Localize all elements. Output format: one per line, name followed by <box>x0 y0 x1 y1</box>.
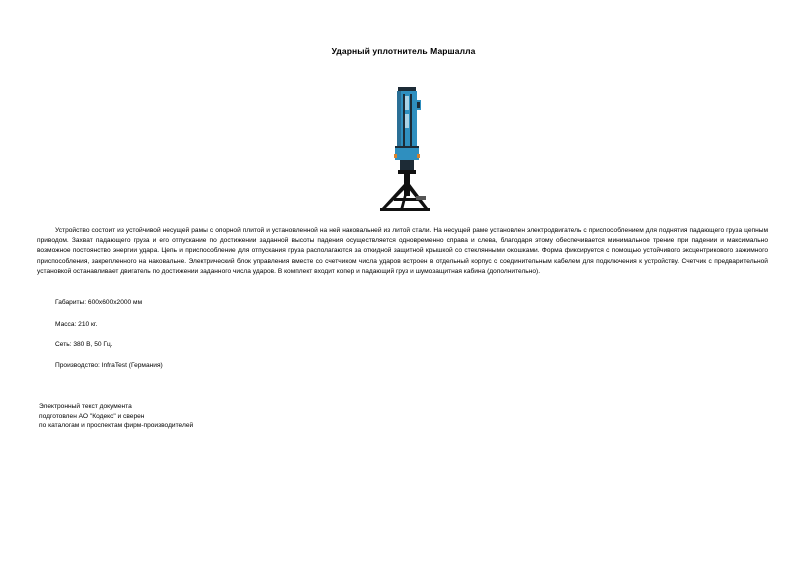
spec-mass: Масса: 210 кг. <box>55 321 98 328</box>
description-paragraph: Устройство состоит из устойчивой несущей рамы с опорной плитой и установленной на ней наковальней из литой стали. На несущей раме установлен электродвигатель с приспособлением для поднятия падающего груза цепным приводом. Захват падающего груза и его отпускание по достижении заданной высоты падения осуществляется одновременно справа и слева, благодаря этому обеспечивается минимальное трение при падении и максимально возможное постоянство энергии удара. Цепь и приспособление для отпускания груза располагаются за откидной защитной крышкой со стеклянными окошками. Форма фиксируется с помощью устойчивого эксцентрикового зажимного приспособления, закрепленного на наковальне. Электрический блок управления вместе со счетчиком числа ударов встроен в отдельный корпус с соединительным кабелем для подключения к устройству. Счетчик с предварительной установкой останавливает двигатель по достижении заданного числа ударов. В комплект входит копер и падающий груз и шумозащитная кабина (дополнительно). <box>37 227 768 275</box>
compactor-machine-image <box>376 84 434 214</box>
spec-dimensions: Габариты: 600х600х2000 мм <box>55 299 143 306</box>
footer-line: подготовлен АО "Кодекс" и сверен <box>39 412 145 420</box>
spec-power: Сеть: 380 В, 50 Гц. <box>55 341 113 348</box>
footer-line: Электронный текст документа <box>39 403 132 410</box>
document-title: Ударный уплотнитель Маршалла <box>331 46 476 56</box>
document-footer <box>39 402 193 431</box>
footer-line: по каталогам и проспектам фирм-производителей <box>39 422 194 430</box>
spec-manufacturer: Производство: InfraTest (Германия) <box>55 362 163 369</box>
